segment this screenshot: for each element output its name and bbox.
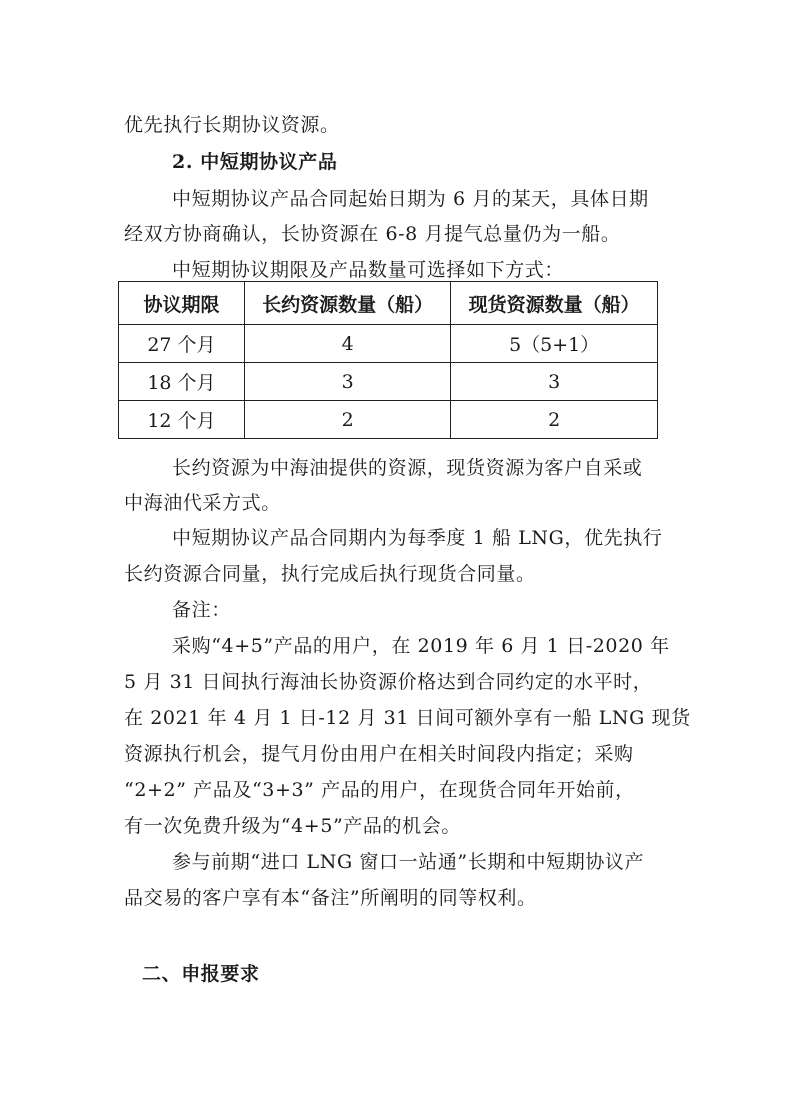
cell-long-term: 2 [244, 401, 450, 439]
cell-spot: 2 [451, 401, 658, 439]
cell-term: 12 个月 [119, 401, 245, 439]
text-line-3: 中短期协议产品合同起始日期为 6 月的某天，具体日期 [172, 188, 649, 210]
product-table [118, 281, 658, 439]
cell-term: 18 个月 [119, 363, 245, 401]
note-line-1: 采购“4+5”产品的用户，在 2019 年 6 月 1 日-2020 年 [172, 635, 670, 657]
note-line-5: “2+2” 产品及“3+3” 产品的用户，在现货合同年开始前， [124, 779, 635, 801]
header-long-term-quantity: 长约资源数量（船） [244, 282, 450, 325]
note-line-2: 5 月 31 日间执行海油长协资源价格达到合同约定的水平时， [124, 671, 653, 693]
cell-spot: 3 [451, 363, 658, 401]
section-heading-application-requirements: 二、申报要求 [142, 963, 260, 985]
table-row [119, 401, 658, 439]
text-line-after-4: 长约资源合同量，执行完成后执行现货合同量。 [124, 563, 536, 585]
text-line-1: 优先执行长期协议资源。 [124, 114, 340, 136]
text-line-after-2: 中海油代采方式。 [124, 492, 281, 514]
table-row [119, 325, 658, 363]
header-spot-quantity: 现货资源数量（船） [451, 282, 658, 325]
cell-long-term: 4 [244, 325, 450, 363]
cell-term: 27 个月 [119, 325, 245, 363]
note-heading: 备注： [172, 599, 231, 621]
table-intro-line: 中短期协议期限及产品数量可选择如下方式： [172, 259, 565, 281]
text-line-4: 经双方协商确认，长协资源在 6-8 月提气总量仍为一船。 [124, 223, 621, 245]
note-line-7: 参与前期“进口 LNG 窗口一站通”长期和中短期协议产 [172, 851, 645, 873]
note-line-3: 在 2021 年 4 月 1 日-12 月 31 日间可额外享有一船 LNG 现货 [124, 707, 691, 729]
note-line-8: 品交易的客户享有本“备注”所阐明的同等权利。 [124, 887, 537, 909]
note-line-6: 有一次免费升级为“4+5”产品的机会。 [124, 815, 461, 837]
note-line-4: 资源执行机会，提气月份由用户在相关时间段内指定；采购 [124, 743, 634, 765]
section-heading-short-term-products: 2. 中短期协议产品 [172, 151, 338, 173]
cell-long-term: 3 [244, 363, 450, 401]
header-term: 协议期限 [119, 282, 245, 325]
text-line-after-1: 长约资源为中海油提供的资源，现货资源为客户自采或 [172, 457, 643, 479]
cell-spot: 5（5+1） [451, 325, 658, 363]
table-header-row [119, 282, 658, 325]
table-row [119, 363, 658, 401]
text-line-after-3: 中短期协议产品合同期内为每季度 1 船 LNG，优先执行 [172, 527, 663, 549]
